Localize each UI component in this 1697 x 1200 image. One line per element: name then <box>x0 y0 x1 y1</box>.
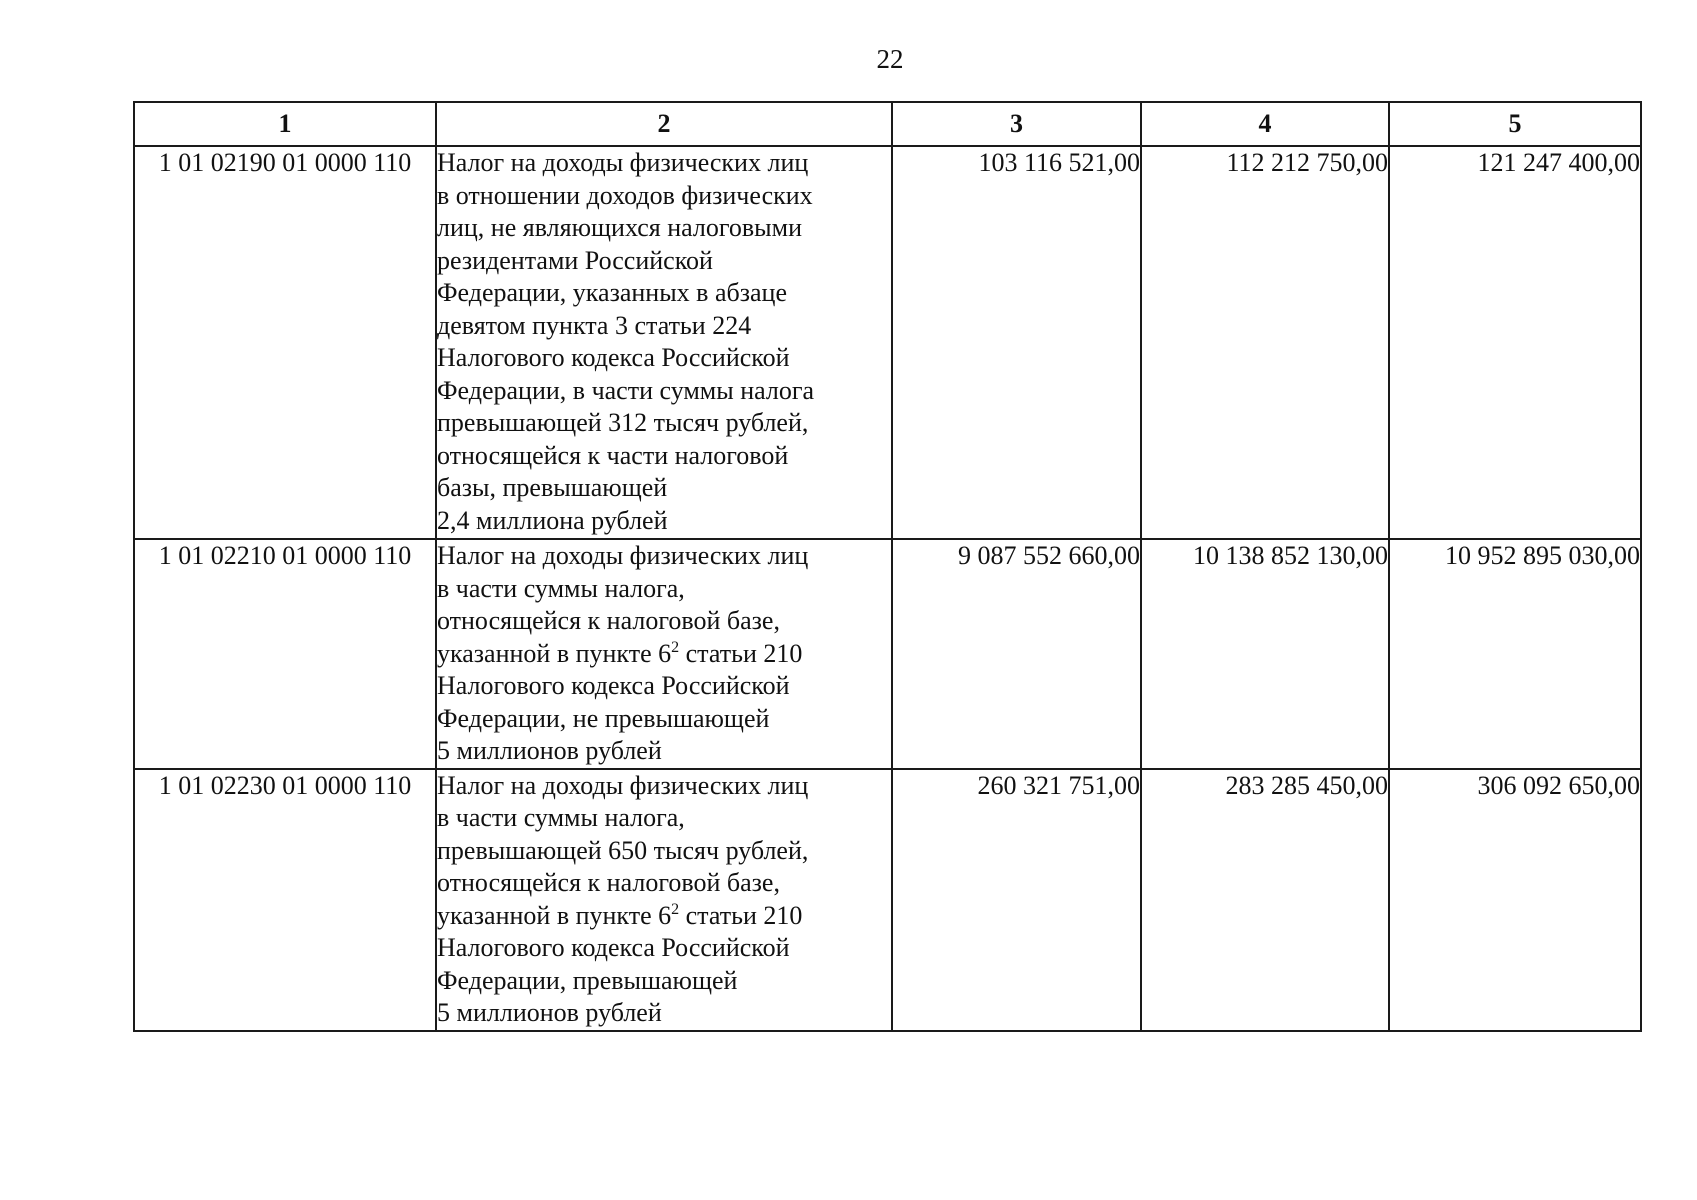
header-col-1: 1 <box>134 102 436 146</box>
description-text: указанной в пункте 6 <box>437 638 672 668</box>
description-line-with-superscript <box>437 900 891 933</box>
description-line: 5 миллионов рублей <box>437 736 662 765</box>
description-line: в отношении доходов физических <box>437 180 813 210</box>
description-line: Федерации, указанных в абзаце <box>437 278 787 307</box>
description-line: лиц, не являющихся налоговыми <box>437 213 802 242</box>
table-row <box>134 146 1641 539</box>
amount-col-4: 112 212 750,00 <box>1141 146 1389 539</box>
table-header-row <box>134 102 1641 146</box>
description-text: статьи 210 <box>679 638 803 668</box>
description-line: девятом пункта 3 статьи 224 <box>437 310 752 340</box>
description-line: базы, превышающей <box>437 473 668 502</box>
amount-col-5: 306 092 650,00 <box>1389 769 1641 1031</box>
description-line: Налогового кодекса Российской <box>437 933 790 962</box>
page-number: 22 <box>876 44 904 74</box>
description-line: 2,4 миллиона рублей <box>437 505 668 535</box>
description-line: в части суммы налога, <box>437 803 685 832</box>
header-col-5: 5 <box>1389 102 1641 146</box>
amount-col-5: 10 952 895 030,00 <box>1389 539 1641 769</box>
revenue-description <box>436 146 892 539</box>
description-text: статьи 210 <box>679 900 803 930</box>
description-line: Налог на доходы физических лиц <box>437 148 809 177</box>
revenue-table <box>133 101 1642 1032</box>
description-line: Налогового кодекса Российской <box>437 343 790 372</box>
description-line: относящейся к налоговой базе, <box>437 868 780 897</box>
header-col-3: 3 <box>892 102 1141 146</box>
superscript: 2 <box>671 638 680 656</box>
description-line: относящейся к налоговой базе, <box>437 606 780 635</box>
amount-col-3: 9 087 552 660,00 <box>892 539 1141 769</box>
header-col-2: 2 <box>436 102 892 146</box>
description-line: резидентами Российской <box>437 245 713 275</box>
amount-col-3: 103 116 521,00 <box>892 146 1141 539</box>
description-line: превышающей 650 тысяч рублей, <box>437 835 809 865</box>
budget-code: 1 01 02210 01 0000 110 <box>134 539 436 769</box>
description-text: указанной в пункте 6 <box>437 900 672 930</box>
amount-col-5: 121 247 400,00 <box>1389 146 1641 539</box>
budget-code: 1 01 02190 01 0000 110 <box>134 146 436 539</box>
description-line: Налог на доходы физических лиц <box>437 541 809 570</box>
description-line: превышающей 312 тысяч рублей, <box>437 408 809 437</box>
header-col-4: 4 <box>1141 102 1389 146</box>
description-line: в части суммы налога, <box>437 573 685 603</box>
budget-code: 1 01 02230 01 0000 110 <box>134 769 436 1031</box>
amount-col-4: 10 138 852 130,00 <box>1141 539 1389 769</box>
description-line: Федерации, превышающей <box>437 965 738 995</box>
table-row <box>134 769 1641 1031</box>
description-line: Федерации, в части суммы налога <box>437 375 815 405</box>
amount-col-4: 283 285 450,00 <box>1141 769 1389 1031</box>
description-line-with-superscript <box>437 638 891 671</box>
superscript: 2 <box>671 900 680 918</box>
amount-col-3: 260 321 751,00 <box>892 769 1141 1031</box>
revenue-description <box>436 769 892 1031</box>
description-line: Налогового кодекса Российской <box>437 671 790 700</box>
table-row <box>134 539 1641 769</box>
description-line: Налог на доходы физических лиц <box>437 770 809 800</box>
revenue-description <box>436 539 892 769</box>
description-line: 5 миллионов рублей <box>437 998 662 1027</box>
description-line: Федерации, не превышающей <box>437 703 770 733</box>
description-line: относящейся к части налоговой <box>437 440 789 470</box>
